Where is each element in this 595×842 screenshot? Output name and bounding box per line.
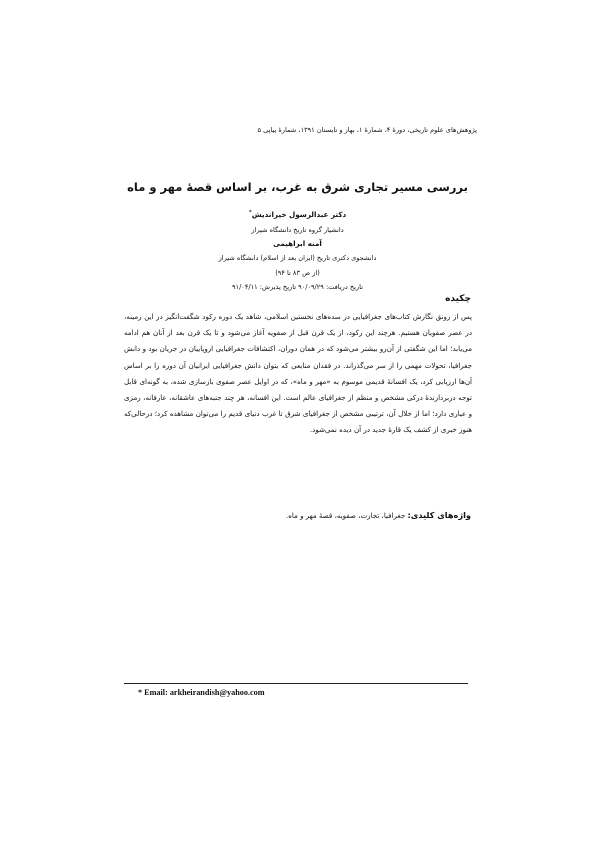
abstract-body: پس از رونق نگارش کتاب‌های جغرافیایی در سده‌های نخستین اسلامی، شاهد یک دوره رکود شگفت‌انگیز در این زمینه، در عصر صفویان هستیم. هرچند این رکود، از یک قرن قبل از صفویه آغاز می‌شود و تا یک قرن بعد از آنان هم ادامه می‌یابد؛ اما این شگفتی از آن‌رو بیشتر می‌شود که در همان دوران، اکتشافات جغرافیایی اروپاییان در جریان بود و دانش جغرافیا، تحولات مهمی را از سر می‌گذراند. در فقدان منابعی که بتوان دانش جغرافیایی ایرانیان آن دوره را بر اساس آن‌ها ارزیابی کرد، یک افسانهٔ قدیمی موسوم به «مهر و ماه»، که در اوایل عصر صفوی بازسازی شده، به گونه‌ای قابل توجه دربردارندهٔ درکی مشخص و منظم از جغرافیای عالم است. این افسانه، هر چند جنبه‌های عاشقانه، عارفانه، رمزی و عیاری دارد؛ اما از خلال آن، ترتیبی مشخص از جغرافیای شرق تا غرب دنیای قدیم را می‌توان مشاهده کرد؛ درحالی‌که هنوز خبری از کشف یک قارهٔ جدید در آن دیده نمی‌شود. xyxy=(124,312,472,435)
keywords-label: واژه‌های کلیدی: xyxy=(407,510,471,520)
keywords-line xyxy=(123,510,471,520)
author2-affiliation: دانشجوی دکتری تاریخ (ایران بعد از اسلام) دانشگاه شیراز xyxy=(218,254,377,263)
page-range: (از ص ۸۳ تا ۹۴) xyxy=(275,268,320,277)
author2-name: آمنه ابراهیمی xyxy=(273,239,322,248)
running-head: پژوهش‌های علوم تاریخی، دورهٔ ۴، شمارهٔ ۱، بهار و تابستان ۱۳۹۱، شمارهٔ پیاپی ۵ xyxy=(257,126,477,134)
article-title: بررسی مسیر تجاری شرق به غرب، بر اساس قصهٔ مهر و ماه xyxy=(127,180,468,194)
keywords-text: جغرافیا، تجارت، صفویه، قصهٔ مهر و ماه. xyxy=(285,511,406,520)
author1-affiliation: دانشیار گروه تاریخ دانشگاه شیراز xyxy=(251,225,344,234)
author1-name: دکتر عبدالرسول خیراندیش xyxy=(251,210,347,220)
abstract-heading: چکیده xyxy=(445,294,471,304)
footnote-divider xyxy=(124,683,468,684)
author1-line xyxy=(140,206,455,223)
author1-footnote-marker: * xyxy=(248,209,252,216)
footnote-email: * Email: arkheirandish@yahoo.com xyxy=(138,688,265,697)
received-accepted-dates: تاریخ دریافت: ۹۰/۰۹/۲۹ تاریخ پذیرش: ۹۱/۰۴/۱۱ xyxy=(232,283,363,292)
author-block xyxy=(140,206,455,295)
